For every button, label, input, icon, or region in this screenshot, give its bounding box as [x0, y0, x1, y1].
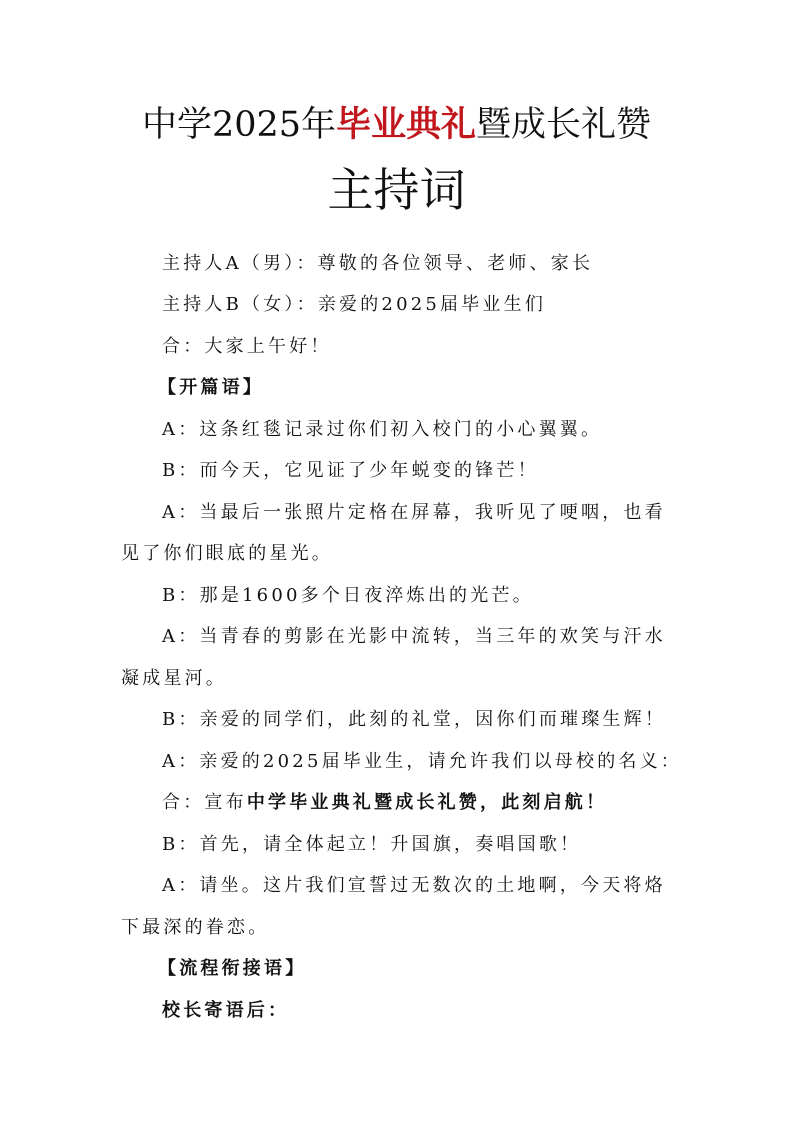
title-prefix: 中学2025年 — [141, 105, 337, 145]
dialogue-line: A：当最后一张照片定格在屏幕，我听见了哽咽，也看 — [162, 502, 666, 523]
section-heading-opening: 【开篇语】 — [158, 377, 264, 398]
section-heading-transition: 【流程衔接语】 — [158, 958, 307, 979]
subheading-after-principal: 校长寄语后： — [162, 1000, 290, 1021]
dialogue-line-continued: 凝成星河。 — [121, 668, 227, 689]
document-subtitle: 主持词 — [327, 163, 466, 217]
joint-announcement — [162, 791, 607, 815]
dialogue-line: B：首先，请全体起立！升国旗，奏唱国歌！ — [162, 834, 582, 855]
dialogue-line: A：请坐。这片我们宣誓过无数次的土地啊，今天将烙 — [162, 875, 666, 896]
host-b-greeting: 主持人B（女）：亲爱的2025届毕业生们 — [162, 294, 547, 315]
dialogue-line: B：亲爱的同学们，此刻的礼堂，因你们而璀璨生辉！ — [162, 709, 667, 730]
dialogue-line: A：这条红毯记录过你们初入校门的小心翼翼。 — [162, 419, 603, 440]
host-a-greeting: 主持人A（男）：尊敬的各位领导、老师、家长 — [162, 253, 594, 274]
announcement-prefix: 合：宣布 — [162, 792, 247, 813]
title-highlight: 毕业典礼 — [336, 105, 477, 145]
dialogue-line-continued: 下最深的眷恋。 — [121, 917, 270, 938]
announcement-bold: 中学毕业典礼暨成长礼赞，此刻启航！ — [246, 792, 608, 813]
dialogue-line: B：那是1600多个日夜淬炼出的光芒。 — [162, 585, 534, 606]
dialogue-line: A：亲爱的2025届毕业生，请允许我们以母校的名义： — [162, 751, 683, 772]
document-title — [0, 100, 793, 150]
dialogue-line-continued: 见了你们眼底的星光。 — [121, 543, 333, 564]
dialogue-line: A：当青春的剪影在光影中流转，当三年的欢笑与汗水 — [162, 626, 666, 647]
dialogue-line: B：而今天，它见证了少年蜕变的锋芒！ — [162, 460, 539, 481]
joint-greeting: 合：大家上午好！ — [162, 336, 332, 357]
title-suffix: 暨成长礼赞 — [476, 105, 652, 145]
